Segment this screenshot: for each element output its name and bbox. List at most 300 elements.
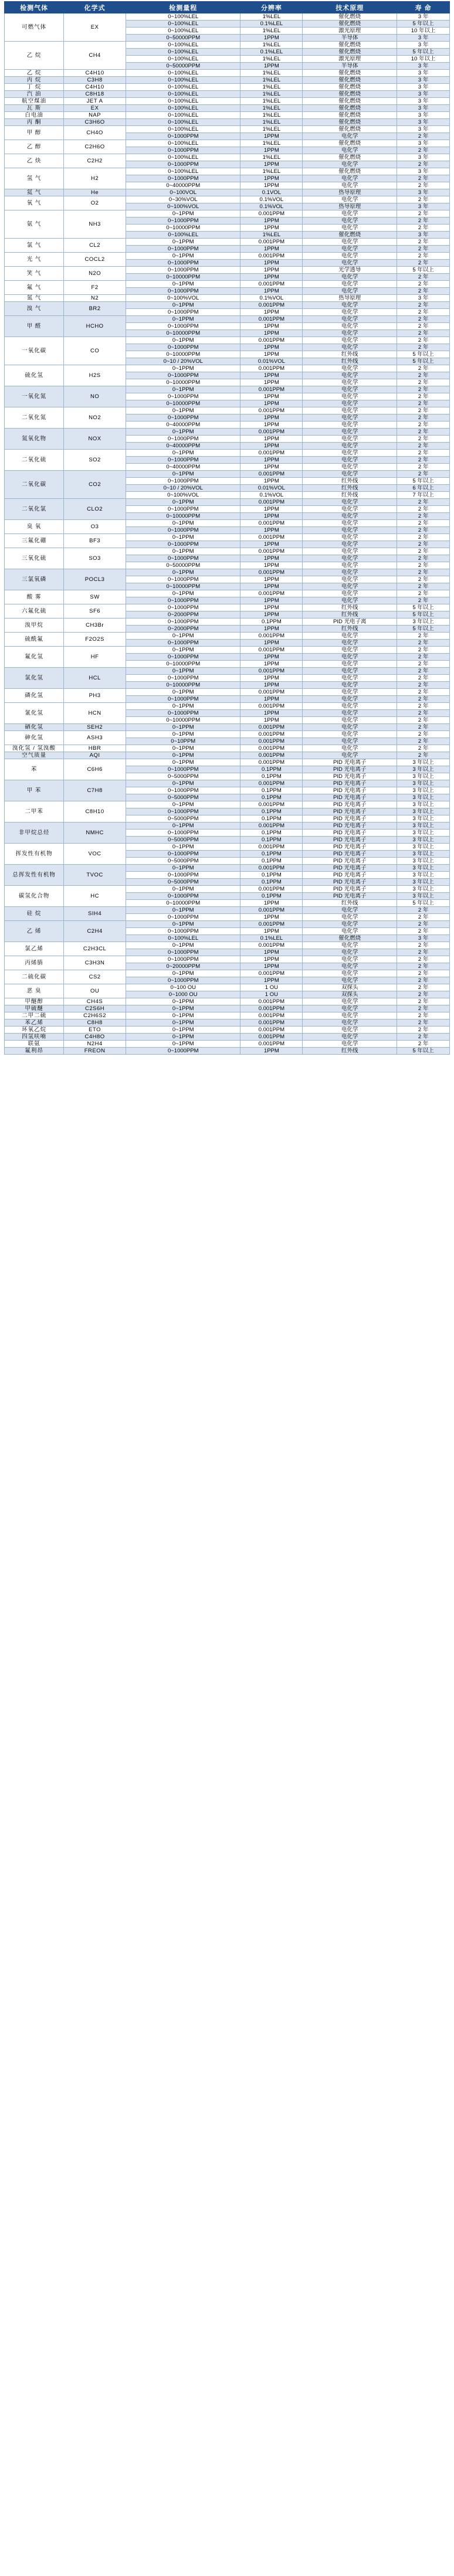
cell-technology: 电化学	[303, 1027, 397, 1034]
cell-resolution: 0.1%LEL	[240, 21, 303, 28]
cell-range: 0~1PPM	[126, 865, 240, 872]
cell-range: 0~100%LEL	[126, 77, 240, 84]
cell-technology: 电化学	[303, 562, 397, 569]
cell-life: 2 年	[397, 998, 450, 1005]
cell-range: 0~1PPM	[126, 429, 240, 436]
cell-life: 5 年以上	[397, 900, 450, 907]
cell-formula: C2H3CL	[64, 942, 126, 956]
cell-formula: N2H4	[64, 1041, 126, 1048]
cell-life: 3 年以上	[397, 808, 450, 815]
cell-gas-name: 航空煤油	[5, 98, 64, 105]
table-row	[5, 668, 450, 675]
cell-resolution: 0.001PPM	[240, 239, 303, 246]
cell-formula: PH3	[64, 689, 126, 703]
cell-technology: 电化学	[303, 548, 397, 555]
cell-gas-name: 氨 气	[5, 210, 64, 239]
cell-range: 0~1PPM	[126, 745, 240, 752]
cell-gas-name: 四氢呋喃	[5, 1034, 64, 1041]
cell-life: 2 年	[397, 562, 450, 569]
cell-range: 0~1PPM	[126, 239, 240, 246]
cell-technology: 电化学	[303, 752, 397, 759]
cell-range: 0~1PPM	[126, 450, 240, 457]
cell-life: 2 年	[397, 400, 450, 407]
cell-life: 3 年	[397, 119, 450, 126]
cell-range: 0~1PPM	[126, 548, 240, 555]
cell-technology: 电化学	[303, 316, 397, 323]
cell-technology: 红外线	[303, 485, 397, 492]
cell-formula: C7H8	[64, 780, 126, 801]
cell-range: 0~10000PPM	[126, 274, 240, 281]
cell-life: 2 年	[397, 569, 450, 576]
cell-formula: NAP	[64, 112, 126, 119]
cell-life: 2 年	[397, 654, 450, 661]
cell-life: 3 年以上	[397, 773, 450, 780]
cell-technology: 双探头	[303, 984, 397, 991]
cell-technology: 电化学	[303, 576, 397, 583]
cell-range: 0~1000PPM	[126, 555, 240, 562]
cell-resolution: 0.01%VOL	[240, 358, 303, 365]
cell-range: 0~100%LEL	[126, 232, 240, 239]
cell-resolution: 0.1%LEL	[240, 49, 303, 56]
cell-resolution: 0.001PPM	[240, 752, 303, 759]
cell-range: 0~1PPM	[126, 1041, 240, 1048]
table-row	[5, 1005, 450, 1012]
cell-resolution: 0.001PPM	[240, 970, 303, 977]
cell-resolution: 0.1%LEL	[240, 935, 303, 942]
cell-technology: PID 光电离子	[303, 865, 397, 872]
cell-life: 2 年	[397, 253, 450, 260]
cell-life: 2 年	[397, 365, 450, 372]
cell-gas-name: 二甲苯	[5, 801, 64, 823]
table-row	[5, 98, 450, 105]
cell-resolution: 0.001PPM	[240, 647, 303, 654]
cell-resolution: 1PPM	[240, 246, 303, 253]
cell-technology: 电化学	[303, 147, 397, 154]
table-row	[5, 1041, 450, 1048]
cell-formula: C6H6	[64, 759, 126, 780]
cell-formula: C3H6O	[64, 119, 126, 126]
cell-gas-name: 氰化氢	[5, 703, 64, 724]
cell-technology: 电化学	[303, 372, 397, 379]
cell-life: 3 年以上	[397, 886, 450, 893]
cell-life: 2 年	[397, 661, 450, 668]
cell-life: 5 年以上	[397, 604, 450, 611]
cell-life: 2 年	[397, 379, 450, 386]
table-row	[5, 386, 450, 393]
cell-life: 2 年	[397, 147, 450, 154]
cell-life: 2 年	[397, 689, 450, 696]
cell-technology: 电化学	[303, 1012, 397, 1019]
cell-life: 3 年	[397, 203, 450, 210]
cell-range: 0~100 OU	[126, 984, 240, 991]
cell-range: 0~10000PPM	[126, 379, 240, 386]
cell-life: 3 年以上	[397, 794, 450, 801]
cell-gas-name: 乙 醇	[5, 140, 64, 154]
cell-resolution: 1%LEL	[240, 232, 303, 239]
cell-formula: HBR	[64, 745, 126, 752]
cell-technology: 电化学	[303, 569, 397, 576]
cell-range: 0~1PPM	[126, 520, 240, 527]
cell-range: 0~10000PPM	[126, 400, 240, 407]
cell-formula: H2	[64, 168, 126, 189]
cell-range: 0~100%VOL	[126, 295, 240, 302]
cell-resolution: 0.001PPM	[240, 886, 303, 893]
cell-resolution: 1PPM	[240, 182, 303, 189]
cell-technology: PID 光电离子	[303, 773, 397, 780]
cell-resolution: 0.001PPM	[240, 1034, 303, 1041]
cell-formula: C2S6H	[64, 1005, 126, 1012]
cell-life: 3 年	[397, 112, 450, 119]
cell-technology: 电化学	[303, 696, 397, 703]
cell-life: 3 年	[397, 126, 450, 133]
cell-gas-name: 六氟化硫	[5, 604, 64, 618]
cell-technology: PID 光电离子	[303, 766, 397, 773]
cell-resolution: 0.001PPM	[240, 738, 303, 745]
cell-resolution: 1PPM	[240, 963, 303, 970]
cell-life: 2 年	[397, 738, 450, 745]
cell-formula: NH3	[64, 210, 126, 239]
cell-formula: C8H10	[64, 801, 126, 823]
cell-resolution: 0.001PPM	[240, 942, 303, 949]
cell-technology: 电化学	[303, 365, 397, 372]
cell-technology: 电化学	[303, 647, 397, 654]
cell-resolution: 1PPM	[240, 351, 303, 358]
cell-life: 6 年以上	[397, 485, 450, 492]
cell-resolution: 0.001PPM	[240, 1012, 303, 1019]
cell-resolution: 0.1%VOL	[240, 295, 303, 302]
cell-range: 0~1000PPM	[126, 1048, 240, 1055]
cell-resolution: 0.001PPM	[240, 302, 303, 309]
cell-life: 3 年	[397, 42, 450, 49]
cell-technology: 电化学	[303, 555, 397, 562]
cell-life: 2 年	[397, 457, 450, 464]
cell-range: 0~1000PPM	[126, 175, 240, 182]
cell-range: 0~1PPM	[126, 337, 240, 344]
cell-life: 5 年以上	[397, 351, 450, 358]
table-row	[5, 647, 450, 654]
cell-resolution: 1PPM	[240, 161, 303, 168]
cell-resolution: 0.001PPM	[240, 1005, 303, 1012]
cell-range: 0~1000PPM	[126, 309, 240, 316]
cell-life: 2 年	[397, 414, 450, 422]
table-row	[5, 253, 450, 260]
cell-resolution: 1PPM	[240, 436, 303, 443]
table-row	[5, 1048, 450, 1055]
cell-technology: 热导原理	[303, 295, 397, 302]
cell-life: 3 年	[397, 91, 450, 98]
cell-resolution: 0.001PPM	[240, 548, 303, 555]
cell-gas-name: 一氧化碳	[5, 337, 64, 365]
cell-range: 0~1PPM	[126, 703, 240, 710]
cell-life: 2 年	[397, 443, 450, 450]
cell-technology: 红外线	[303, 900, 397, 907]
cell-technology: 电化学	[303, 675, 397, 682]
cell-formula: ETO	[64, 1027, 126, 1034]
cell-technology: 催化燃烧	[303, 91, 397, 98]
cell-formula: TVOC	[64, 865, 126, 886]
cell-gas-name: 氯化氢	[5, 668, 64, 689]
cell-gas-name: 氦 气	[5, 189, 64, 196]
cell-life: 2 年	[397, 534, 450, 541]
cell-range: 0~1000PPM	[126, 851, 240, 858]
cell-resolution: 0.001PPM	[240, 731, 303, 738]
cell-resolution: 1PPM	[240, 626, 303, 633]
cell-gas-name: 可燃气体	[5, 13, 64, 42]
cell-resolution: 1PPM	[240, 175, 303, 182]
table-row	[5, 450, 450, 457]
cell-technology: PID 光电离子	[303, 837, 397, 844]
cell-life: 3 年以上	[397, 893, 450, 900]
cell-gas-name: 氮 气	[5, 295, 64, 302]
cell-gas-name: 碳氢化合物	[5, 886, 64, 907]
cell-range: 0~1000PPM	[126, 260, 240, 267]
table-row	[5, 759, 450, 766]
cell-resolution: 0.1PPM	[240, 773, 303, 780]
cell-range: 0~100%VOL	[126, 492, 240, 499]
cell-technology: 电化学	[303, 281, 397, 288]
cell-resolution: 1PPM	[240, 133, 303, 140]
cell-resolution: 1PPM	[240, 654, 303, 661]
cell-life: 2 年	[397, 710, 450, 717]
cell-resolution: 0.001PPM	[240, 569, 303, 576]
cell-range: 0~10000PPM	[126, 717, 240, 724]
cell-life: 3 年	[397, 140, 450, 147]
cell-life: 3 年以上	[397, 830, 450, 837]
cell-life: 5 年以上	[397, 21, 450, 28]
cell-technology: 电化学	[303, 597, 397, 604]
cell-life: 10 年以上	[397, 56, 450, 63]
cell-gas-name: 氮氧化物	[5, 429, 64, 450]
cell-resolution: 1PPM	[240, 35, 303, 42]
cell-life: 2 年	[397, 640, 450, 647]
cell-life: 2 年	[397, 1019, 450, 1027]
cell-range: 0~1PPM	[126, 731, 240, 738]
table-row	[5, 907, 450, 914]
cell-technology: 电化学	[303, 344, 397, 351]
cell-range: 0~1000PPM	[126, 133, 240, 140]
table-row	[5, 752, 450, 759]
cell-range: 0~1000PPM	[126, 830, 240, 837]
cell-formula: NO	[64, 386, 126, 407]
cell-life: 3 年	[397, 935, 450, 942]
cell-technology: 催化燃烧	[303, 13, 397, 21]
cell-technology: 红外线	[303, 351, 397, 358]
cell-range: 0~100%LEL	[126, 119, 240, 126]
cell-technology: 半导体	[303, 35, 397, 42]
table-row	[5, 1027, 450, 1034]
cell-range: 0~1PPM	[126, 253, 240, 260]
cell-gas-name: 丙烯腈	[5, 956, 64, 970]
cell-gas-name: 氟利昂	[5, 1048, 64, 1055]
cell-resolution: 1PPM	[240, 604, 303, 611]
cell-resolution: 0.001PPM	[240, 703, 303, 710]
cell-range: 0~10000PPM	[126, 330, 240, 337]
cell-range: 0~10 / 20%VOL	[126, 358, 240, 365]
cell-technology: 催化燃烧	[303, 935, 397, 942]
table-row	[5, 970, 450, 977]
cell-range: 0~5000PPM	[126, 794, 240, 801]
cell-life: 2 年	[397, 407, 450, 414]
cell-technology: 电化学	[303, 393, 397, 400]
cell-life: 2 年	[397, 724, 450, 731]
cell-life: 2 年	[397, 316, 450, 323]
cell-formula: N2	[64, 295, 126, 302]
cell-gas-name: 砷化氢	[5, 731, 64, 745]
cell-gas-name: 甲醚醇	[5, 998, 64, 1005]
cell-range: 0~50000PPM	[126, 562, 240, 569]
cell-range: 0~1000PPM	[126, 436, 240, 443]
cell-range: 0~1000PPM	[126, 654, 240, 661]
cell-resolution: 0.001PPM	[240, 780, 303, 787]
cell-technology: 电化学	[303, 633, 397, 640]
cell-range: 0~1000PPM	[126, 675, 240, 682]
cell-resolution: 0.001PPM	[240, 281, 303, 288]
cell-technology: 催化燃烧	[303, 112, 397, 119]
cell-resolution: 0.1PPM	[240, 787, 303, 794]
cell-resolution: 1PPM	[240, 513, 303, 520]
cell-technology: 催化燃烧	[303, 140, 397, 147]
cell-technology: PID 光电离子	[303, 808, 397, 815]
cell-formula: C2H6S2	[64, 1012, 126, 1019]
cell-life: 2 年	[397, 956, 450, 963]
column-header-life: 寿 命	[397, 2, 450, 13]
cell-gas-name: 非甲烷总烃	[5, 823, 64, 844]
table-row	[5, 168, 450, 175]
table-row	[5, 70, 450, 77]
cell-formula: N2O	[64, 267, 126, 281]
cell-resolution: 1PPM	[240, 225, 303, 232]
cell-resolution: 0.001PPM	[240, 365, 303, 372]
cell-technology: 电化学	[303, 654, 397, 661]
cell-life: 2 年	[397, 182, 450, 189]
cell-resolution: 1PPM	[240, 900, 303, 907]
table-row	[5, 42, 450, 49]
cell-technology: PID 光电离子	[303, 851, 397, 858]
cell-life: 2 年	[397, 963, 450, 970]
cell-resolution: 1PPM	[240, 422, 303, 429]
table-row	[5, 77, 450, 84]
cell-resolution: 1PPM	[240, 218, 303, 225]
cell-life: 3 年以上	[397, 815, 450, 823]
cell-range: 0~1PPM	[126, 590, 240, 597]
cell-gas-name: 空气质量	[5, 752, 64, 759]
cell-resolution: 0.01%VOL	[240, 485, 303, 492]
cell-resolution: 0.1PPM	[240, 858, 303, 865]
cell-technology: PID 光电离子	[303, 872, 397, 879]
cell-range: 0~1000PPM	[126, 710, 240, 717]
cell-range: 0~1PPM	[126, 633, 240, 640]
cell-technology: 催化燃烧	[303, 126, 397, 133]
cell-formula: CH4S	[64, 998, 126, 1005]
table-row	[5, 105, 450, 112]
cell-life: 2 年	[397, 1005, 450, 1012]
cell-technology: 电化学	[303, 1041, 397, 1048]
cell-resolution: 1PPM	[240, 949, 303, 956]
cell-resolution: 1PPM	[240, 288, 303, 295]
table-row	[5, 13, 450, 21]
cell-formula: HCN	[64, 703, 126, 724]
table-row	[5, 196, 450, 203]
cell-life: 2 年	[397, 717, 450, 724]
table-row	[5, 844, 450, 851]
cell-range: 0~1PPM	[126, 907, 240, 914]
table-row	[5, 84, 450, 91]
table-row	[5, 633, 450, 640]
cell-resolution: 0.1PPM	[240, 794, 303, 801]
cell-resolution: 1PPM	[240, 443, 303, 450]
cell-life: 3 年以上	[397, 787, 450, 794]
cell-life: 3 年	[397, 295, 450, 302]
cell-range: 0~1PPM	[126, 407, 240, 414]
cell-technology: 红外线	[303, 611, 397, 618]
column-header-resolution: 分辨率	[240, 2, 303, 13]
cell-gas-name: 三氧化硫	[5, 548, 64, 569]
cell-range: 0~1PPM	[126, 1027, 240, 1034]
cell-life: 2 年	[397, 597, 450, 604]
table-row	[5, 942, 450, 949]
cell-gas-name: 甲硫醚	[5, 1005, 64, 1012]
table-row	[5, 154, 450, 161]
cell-life: 2 年	[397, 513, 450, 520]
table-row	[5, 316, 450, 323]
cell-range: 0~1000PPM	[126, 527, 240, 534]
cell-technology: 电化学	[303, 175, 397, 182]
cell-life: 3 年以上	[397, 823, 450, 830]
cell-technology: 电化学	[303, 914, 397, 921]
cell-resolution: 1%LEL	[240, 77, 303, 84]
cell-technology: PID 光电子离	[303, 618, 397, 626]
cell-range: 0~1000PPM	[126, 478, 240, 485]
cell-life: 5 年以上	[397, 1048, 450, 1055]
cell-range: 0~1000PPM	[126, 956, 240, 963]
cell-life: 3 年	[397, 63, 450, 70]
cell-resolution: 1PPM	[240, 260, 303, 267]
cell-life: 3 年	[397, 189, 450, 196]
cell-resolution: 1PPM	[240, 309, 303, 316]
cell-gas-name: 二氧化氮	[5, 407, 64, 429]
cell-gas-name: 苯	[5, 759, 64, 780]
cell-life: 2 年	[397, 1027, 450, 1034]
cell-gas-name: 甲 醛	[5, 316, 64, 337]
cell-range: 0~10000PPM	[126, 682, 240, 689]
cell-life: 2 年	[397, 949, 450, 956]
cell-resolution: 0.1PPM	[240, 766, 303, 773]
cell-technology: PID 光电离子	[303, 759, 397, 766]
cell-gas-name: 总挥发性有机物	[5, 865, 64, 886]
cell-range: 0~1PPM	[126, 281, 240, 288]
cell-formula: C4H10	[64, 70, 126, 77]
cell-life: 2 年	[397, 274, 450, 281]
column-header-formula: 化学式	[64, 2, 126, 13]
cell-formula: SO3	[64, 548, 126, 569]
cell-formula: C8H8	[64, 1019, 126, 1027]
cell-life: 2 年	[397, 731, 450, 738]
cell-gas-name: 二氧化碳	[5, 471, 64, 499]
cell-life: 2 年	[397, 991, 450, 998]
cell-resolution: 0.001PPM	[240, 689, 303, 696]
cell-resolution: 1PPM	[240, 414, 303, 422]
cell-resolution: 1PPM	[240, 555, 303, 562]
cell-gas-name: 溴 气	[5, 302, 64, 316]
cell-technology: 红外线	[303, 626, 397, 633]
cell-range: 0~100%LEL	[126, 70, 240, 77]
table-row	[5, 471, 450, 478]
cell-range: 0~1000PPM	[126, 288, 240, 295]
cell-resolution: 0.001PPM	[240, 1019, 303, 1027]
cell-formula: ASH3	[64, 731, 126, 745]
cell-formula: F2	[64, 281, 126, 295]
cell-life: 3 年以上	[397, 618, 450, 626]
